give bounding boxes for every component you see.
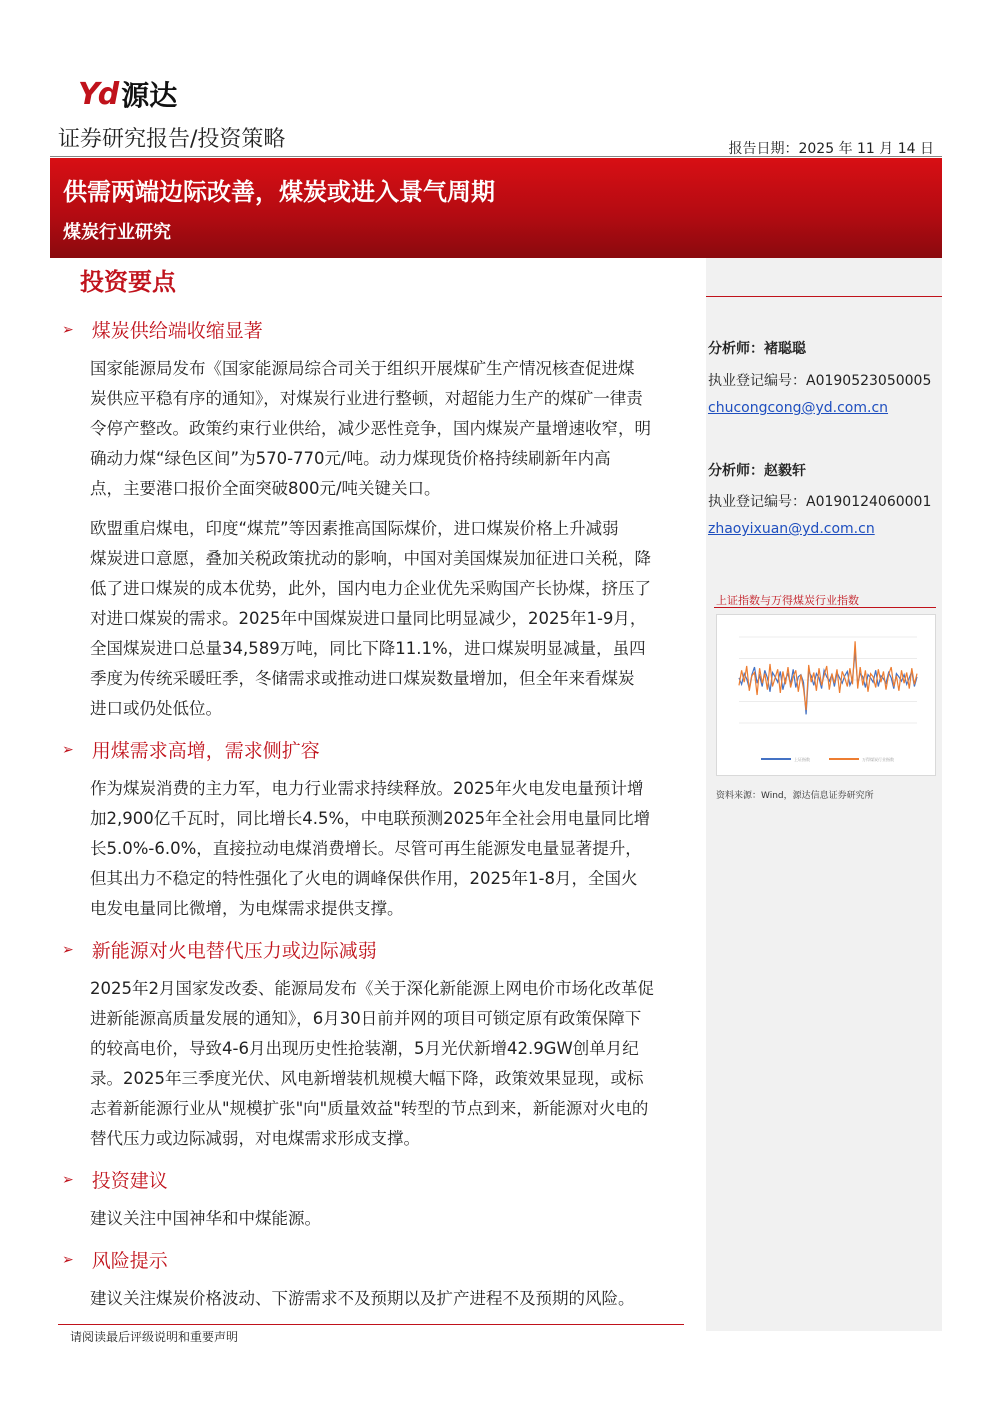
- footer-notice: 请阅读最后评级说明和重要声明: [70, 1330, 239, 1344]
- logo-text: 源达: [121, 79, 178, 112]
- text-line: 进新能源高质量发展的通知》，6月30日前并网的项目可锁定原有政策保障下: [90, 1009, 642, 1028]
- chart-svg: [717, 615, 935, 775]
- text-line: 的较高电价，导致4-6月出现历史性抢装潮，5月光伏新增42.9GW创单月纪: [90, 1039, 639, 1058]
- point-heading-text: 煤炭供给端收缩显著: [91, 320, 263, 342]
- analyst-reg: 执业登记编号：A0190523050005: [708, 373, 932, 389]
- chart-title: 上证指数与万得煤炭行业指数: [716, 594, 859, 607]
- logo-mark: Yd: [78, 76, 118, 112]
- paragraph: [90, 974, 680, 1154]
- text-line: 志着新能源行业从"规模扩张"向"质量效益"转型的节点到来，新能源对火电的: [90, 1099, 649, 1118]
- point-heading-risk: [62, 1246, 168, 1273]
- report-date: 报告日期：2025 年 11 月 14 日: [728, 141, 934, 157]
- title-banner: [50, 158, 942, 258]
- paragraph: [90, 514, 680, 724]
- point-heading-text: 投资建议: [91, 1170, 168, 1192]
- analyst-name: 分析师：赵毅轩: [708, 463, 806, 479]
- text-line: 季度为传统采暖旺季，冬储需求或推动进口煤炭数量增加，但全年来看煤炭: [90, 669, 635, 688]
- text-line: 令停产整改。政策约束行业供给，减少恶性竞争，国内煤炭产量增速收窄，明: [90, 419, 651, 438]
- footer-divider: [58, 1324, 684, 1325]
- text-line: 录。2025年三季度光伏、风电新增装机规模大幅下降，政策效果显现，或标: [90, 1069, 644, 1088]
- text-line: 对进口煤炭的需求。2025年中国煤炭进口量同比明显减少，2025年1-9月，: [90, 609, 647, 628]
- bullet-arrow-icon: ➢: [62, 941, 74, 958]
- report-title: 供需两端边际改善，煤炭或进入景气周期: [63, 178, 495, 206]
- text-line: 进口或仍处低位。: [90, 699, 222, 718]
- report-subtitle: 煤炭行业研究: [63, 222, 171, 243]
- paragraph: [90, 354, 680, 504]
- text-line: 建议关注中国神华和中煤能源。: [90, 1209, 321, 1228]
- text-line: 电发电量同比微增，为电煤需求提供支撑。: [90, 899, 404, 918]
- legend-label-0: 上证指数: [794, 757, 810, 762]
- point-heading-renewables: [62, 936, 377, 963]
- text-line: 作为煤炭消费的主力军，电力行业需求持续释放。2025年火电发电量预计增: [90, 779, 644, 798]
- point-heading-demand: [62, 736, 320, 763]
- text-line: 替代压力或边际减弱，对电煤需求形成支撑。: [90, 1129, 420, 1148]
- text-line: 确动力煤“绿色区间”为570-770元/吨。动力煤现货价格持续刷新年内高: [90, 449, 611, 468]
- bullet-arrow-icon: ➢: [62, 1171, 74, 1188]
- header-divider: [50, 156, 942, 157]
- chart-title-divider: [714, 607, 936, 608]
- paragraph: [90, 1284, 680, 1314]
- legend-label-1: 万得煤炭行业指数: [862, 757, 894, 762]
- paragraph: [90, 1204, 680, 1234]
- chart-source: 资料来源：Wind，源达信息证券研究所: [716, 791, 874, 801]
- text-line: 2025年2月国家发改委、能源局发布《关于深化新能源上网电价市场化改革促: [90, 979, 654, 998]
- analyst-name: 分析师：褚聪聪: [708, 341, 806, 357]
- text-line: 但其出力不稳定的特性强化了火电的调峰保供作用，2025年1-8月，全国火: [90, 869, 638, 888]
- text-line: 煤炭进口意愿，叠加关税政策扰动的影响，中国对美国煤炭加征进口关税，降: [90, 549, 651, 568]
- point-heading-supply: [62, 316, 263, 343]
- analyst-reg: 执业登记编号：A0190124060001: [708, 494, 932, 510]
- analyst-email-link[interactable]: chucongcong@yd.com.cn: [708, 400, 889, 416]
- doc-type: 证券研究报告/投资策略: [58, 127, 286, 152]
- text-line: 低了进口煤炭的成本优势，此外，国内电力企业优先采购国产长协煤，挤压了: [90, 579, 651, 598]
- text-line: 国家能源局发布《国家能源局综合司关于组织开展煤矿生产情况核查促进煤: [90, 359, 635, 378]
- point-heading-investment: [62, 1166, 168, 1193]
- point-heading-text: 新能源对火电替代压力或边际减弱: [91, 940, 377, 962]
- paragraph: [90, 774, 680, 924]
- section-title: 投资要点: [80, 268, 176, 296]
- text-line: 加2,900亿千瓦时，同比增长4.5%，中电联预测2025年全社会用电量同比增: [90, 809, 651, 828]
- company-logo: [78, 76, 177, 112]
- bullet-arrow-icon: ➢: [62, 321, 74, 338]
- index-chart: [716, 614, 936, 776]
- text-line: 点，主要港口报价全面突破800元/吨关键关口。: [90, 479, 441, 498]
- text-line: 建议关注煤炭价格波动、下游需求不及预期以及扩产进程不及预期的风险。: [90, 1289, 635, 1308]
- text-line: 全国煤炭进口总量34,589万吨，同比下降11.1%，进口煤炭明显减量，虽四: [90, 639, 646, 658]
- text-line: 炭供应平稳有序的通知》，对煤炭行业进行整顿，对超能力生产的煤矿一律责: [90, 389, 643, 408]
- text-line: 长5.0%-6.0%，直接拉动电煤消费增长。尽管可再生能源发电量显著提升，: [90, 839, 642, 858]
- bullet-arrow-icon: ➢: [62, 1251, 74, 1268]
- text-line: 欧盟重启煤电，印度“煤荒”等因素推高国际煤价，进口煤炭价格上升减弱: [90, 519, 619, 538]
- point-heading-text: 用煤需求高增，需求侧扩容: [91, 740, 320, 762]
- bullet-arrow-icon: ➢: [62, 741, 74, 758]
- sidebar-divider: [706, 296, 942, 297]
- chart-background: [717, 615, 935, 775]
- analyst-email-link[interactable]: zhaoyixuan@yd.com.cn: [708, 521, 875, 537]
- point-heading-text: 风险提示: [91, 1250, 168, 1272]
